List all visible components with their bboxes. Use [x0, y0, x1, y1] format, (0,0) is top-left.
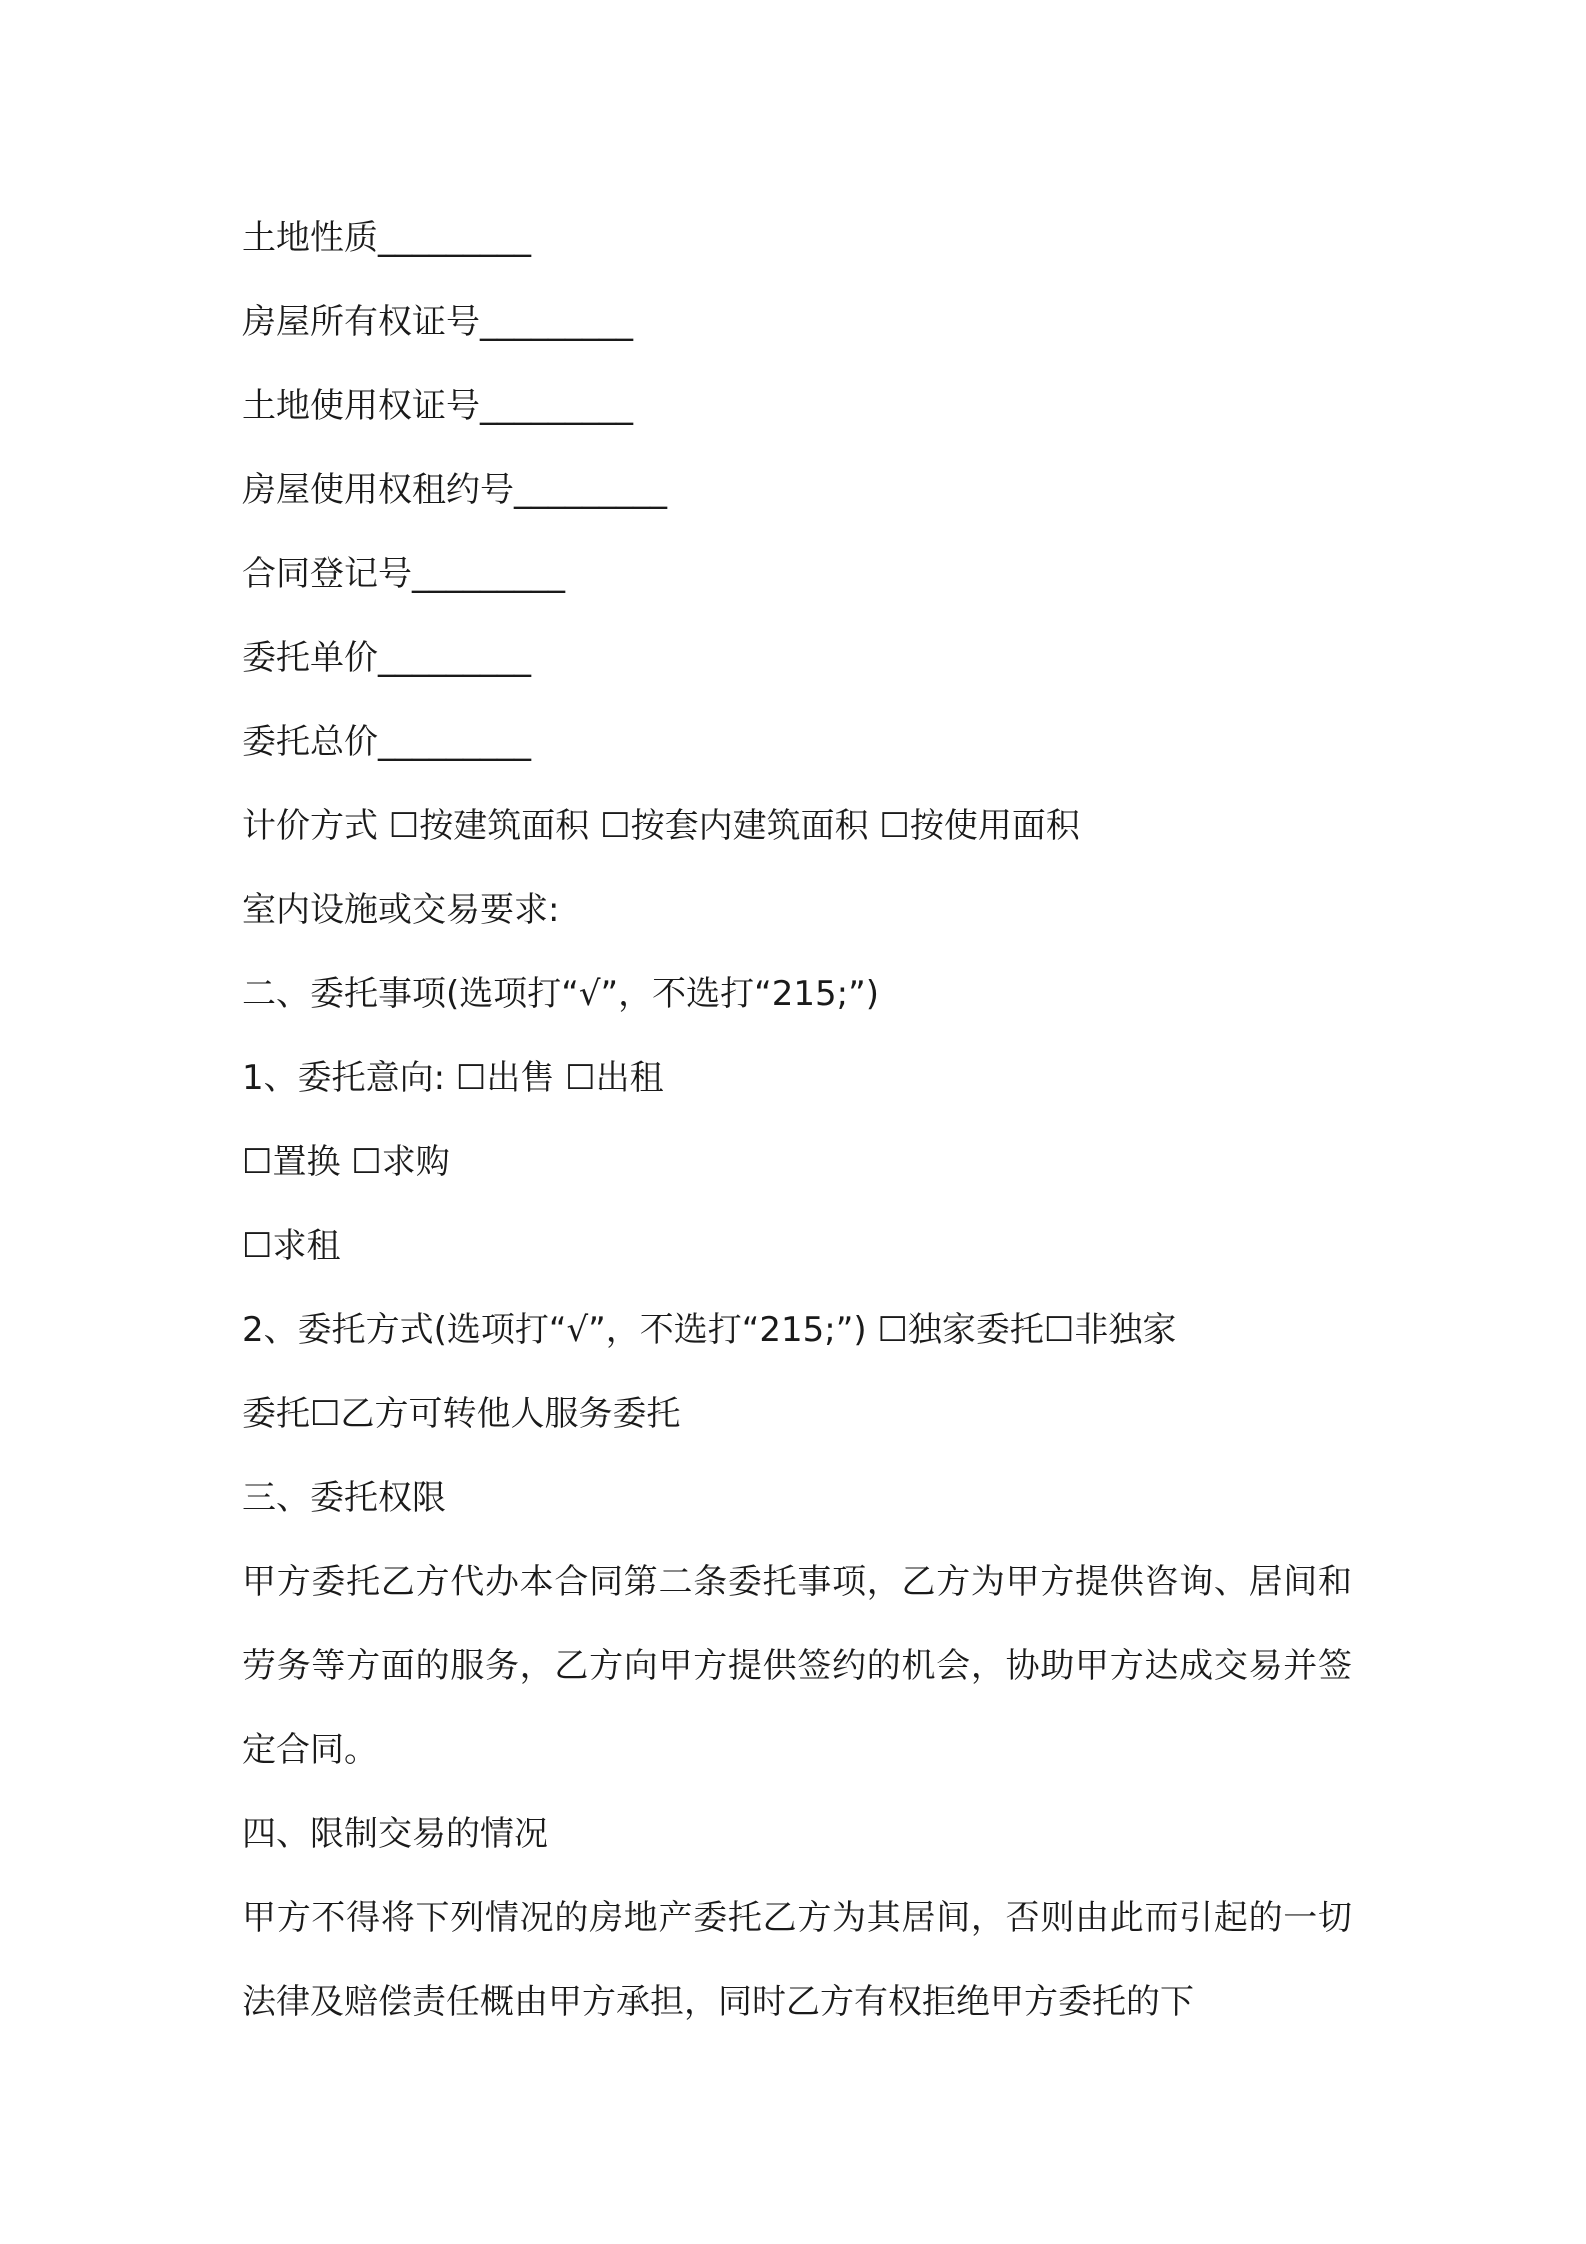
option-entrust-method-row-1: 2、委托方式(选项打“√”，不选打“215;”) ☐独家委托☐非独家	[242, 1310, 1177, 1350]
field-pricing-method: 计价方式 ☐按建筑面积 ☐按套内建筑面积 ☐按使用面积	[242, 806, 1080, 846]
document-body	[242, 196, 1352, 2044]
section-heading-entrusted-matters: 二、委托事项(选项打“√”，不选打“215;”)	[242, 974, 880, 1014]
field-unit-price: 委托单价_________	[242, 638, 531, 678]
option-entrust-intent-row-2: ☐置换 ☐求购	[242, 1142, 450, 1182]
field-contract-registration-no: 合同登记号_________	[242, 554, 565, 594]
field-facilities-requirements: 室内设施或交易要求:	[242, 890, 560, 930]
field-land-nature: 土地性质_________	[242, 218, 531, 258]
section-heading-restrictions: 四、限制交易的情况	[242, 1814, 548, 1854]
field-total-price: 委托总价_________	[242, 722, 531, 762]
option-entrust-method-row-2: 委托☐乙方可转他人服务委托	[242, 1394, 681, 1434]
field-land-use-cert: 土地使用权证号_________	[242, 386, 633, 426]
paragraph-authority: 甲方委托乙方代办本合同第二条委托事项，乙方为甲方提供咨询、居间和劳务等方面的服务，乙方向甲方提供签约的机会，协助甲方达成交易并签定合同。	[242, 1562, 1352, 1770]
option-entrust-intent-row-1: 1、委托意向: ☐出售 ☐出租	[242, 1058, 664, 1098]
field-house-ownership-cert: 房屋所有权证号_________	[242, 302, 633, 342]
section-heading-authority: 三、委托权限	[242, 1478, 446, 1518]
option-entrust-intent-row-3: ☐求租	[242, 1226, 341, 1266]
paragraph-restrictions: 甲方不得将下列情况的房地产委托乙方为其居间，否则由此而引起的一切法律及赔偿责任概由甲方承担，同时乙方有权拒绝甲方委托的下	[242, 1898, 1352, 2022]
field-house-lease-no: 房屋使用权租约号_________	[242, 470, 667, 510]
